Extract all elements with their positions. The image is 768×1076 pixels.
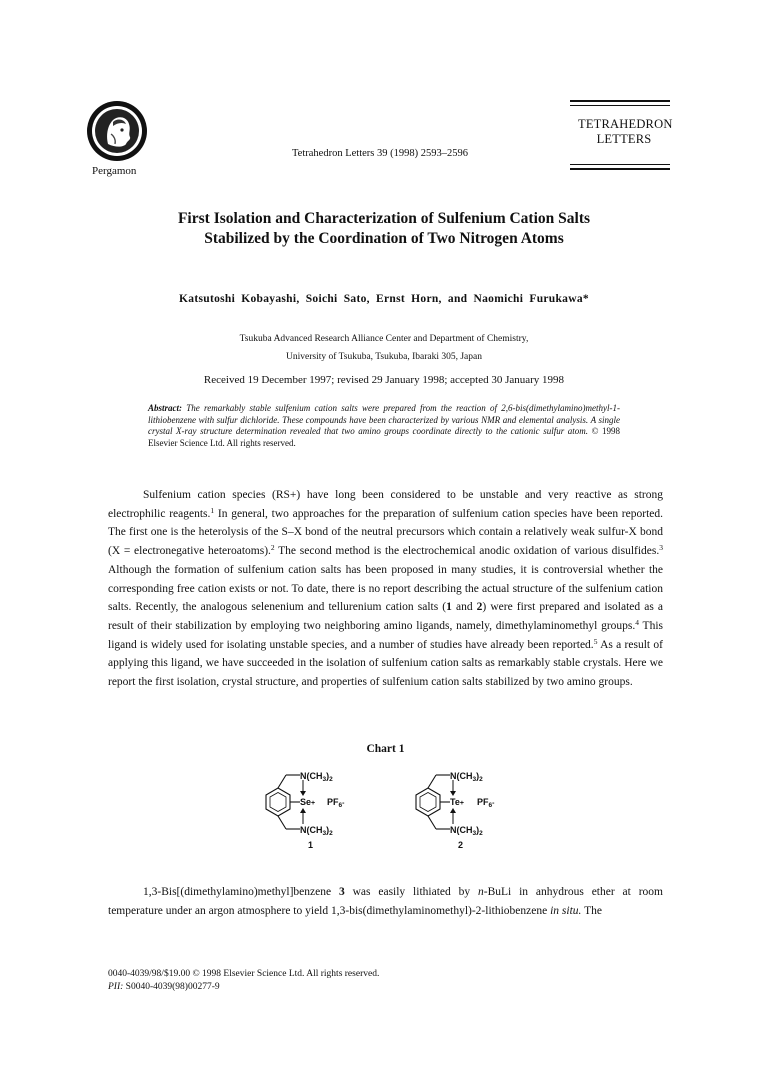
p1-text: and (451, 601, 477, 614)
journal-name-line1: TETRAHEDRON (578, 117, 673, 131)
header-rule-bottom-thin (570, 164, 670, 165)
title-line1: First Isolation and Characterization of Sulfenium Cation Salts (177, 210, 591, 227)
italic-prefix: n (478, 886, 484, 898)
p1-text: This ligand is widely used for isolating unstable species, and a number of studies have already been reported. (108, 619, 663, 651)
body-paragraph-2 (108, 883, 663, 920)
pergamon-head-logo-icon (86, 100, 148, 162)
abstract-label: Abstract: (148, 403, 183, 413)
p1-text: The second method is the electrochemical anodic oxidation of various disulfides. (274, 545, 660, 558)
p1-text: Although the formation of sulfenium cation salts has been proposed in many studies, it is controversial whether the corresponding free cation exists or not. To date, there is no report describing the actual structure of the sulfenium cation salts. Recently, the analogous selenenium and tellurenium cation salts ( (108, 563, 663, 614)
journal-name (578, 117, 673, 147)
reference-marker: 2 (270, 543, 275, 553)
compound-1-structure (266, 771, 345, 850)
compound-number: 2 (476, 601, 483, 614)
compound-center-label: Te+ (450, 797, 464, 807)
received-dates: Received 19 December 1997; revised 29 January 1998; accepted 30 January 1998 (203, 374, 565, 386)
compound-top-label: $N(CH_3)_2$ (450, 771, 483, 783)
compound-number: 1 (446, 601, 452, 614)
compound-2-structure (416, 771, 495, 850)
chart-label: Chart 1 (366, 743, 405, 755)
reference-marker: 1 (210, 505, 215, 515)
p2-text: -BuLi in anhydrous ether at room temperature under an argon atmosphere to yield 1,3-bis(dimethylaminomethyl)-2-lithiobenzene (108, 886, 663, 917)
italic-phrase: in situ. (550, 904, 582, 917)
p1-text: In general, two approaches for the preparation of sulfenium cation species have been reported. The first one is the heterolysis of the S–X bond of the neutral precursors which contain a relatively weak sulfur-X bond (X = electronegative heteroatoms). (108, 507, 663, 558)
compound-top-label: $N(CH_3)_2$ (300, 771, 333, 783)
pii-value: S0040-4039(98)00277-9 (123, 981, 220, 992)
header-rule-bottom-thick (570, 168, 670, 170)
journal-citation: Tetrahedron Letters 39 (1998) 2593–2596 (292, 148, 468, 159)
publisher-name: Pergamon (92, 165, 137, 177)
abstract (148, 403, 620, 449)
journal-name-line2: LETTERS (596, 132, 652, 146)
reference-marker: 3 (659, 543, 663, 553)
compound-bottom-label: $N(CH_3)_2$ (300, 825, 333, 837)
body-paragraph-1 (108, 486, 663, 692)
p1-text: As a result of applying this ligand, we have succeeded in the isolation of sulfenium cation salts as remarkably stable crystals. Here we report the first isolation, crystal structure, and properties of sulfenium cation salts stabilized by two amino groups. (108, 638, 663, 689)
article-title (80, 209, 688, 249)
p2-text: The (581, 904, 602, 917)
affiliation-line2: University of Tsukuba, Tsukuba, Ibaraki 305, Japan (286, 352, 482, 362)
author-list: Katsutoshi Kobayashi, Soichi Sato, Ernst Horn, and Naomichi Furukawa* (179, 293, 589, 305)
p2-text: was easily lithiated by (344, 886, 478, 898)
header-rule-top-thin (570, 105, 670, 106)
chart-1-structures (248, 770, 528, 852)
compound-number: 3 (338, 886, 345, 898)
abstract-text: The remarkably stable sulfenium cation salts were prepared from the reaction of 2,6-bis(dimethylamino)methyl-1-lithiobenzene with sulfur dichloride. These compounds have been characterized by various NMR and elemental analysis. A single crystal X-ray structure determination revealed that two amino groups coordinate directly to the cationic sulfur atom. (148, 403, 621, 436)
pii-label: PII: (108, 981, 124, 992)
footer-pii (108, 981, 379, 994)
title-line2: Stabilized by the Coordination of Two Nitrogen Atoms (204, 230, 564, 247)
p1-text: ) were first prepared and isolated as a result of their stabilization by employing two neighboring amino ligands, namely, dimethylaminomethyl groups. (108, 601, 663, 632)
compound-bottom-label: $N(CH_3)_2$ (450, 825, 483, 837)
footer-copyright: 0040-4039/98/$19.00 © 1998 Elsevier Science Ltd. All rights reserved. (108, 969, 380, 979)
compound-anion-label: $PF_6^-$ (327, 797, 345, 809)
abstract-copyright: © 1998 Elsevier Science Ltd. All rights reserved. (148, 426, 620, 448)
compound-center-label: Se+ (300, 797, 316, 807)
footer (108, 968, 379, 993)
p2-text: 1,3-Bis[(dimethylamino)methyl]benzene (143, 886, 339, 898)
header-rule-top-thick (570, 100, 670, 102)
compound-number-label: 1 (308, 840, 314, 850)
affiliation-line1: Tsukuba Advanced Research Alliance Center and Department of Chemistry, (239, 334, 529, 344)
compound-anion-label: $PF_6^-$ (477, 797, 495, 809)
p1-text: Sulfenium cation species (RS+) have long been considered to be unstable and very reactive as strong electrophilic reagents. (108, 489, 663, 520)
reference-marker: 5 (593, 636, 598, 646)
reference-marker: 4 (635, 617, 640, 627)
compound-number-label: 2 (458, 840, 464, 850)
